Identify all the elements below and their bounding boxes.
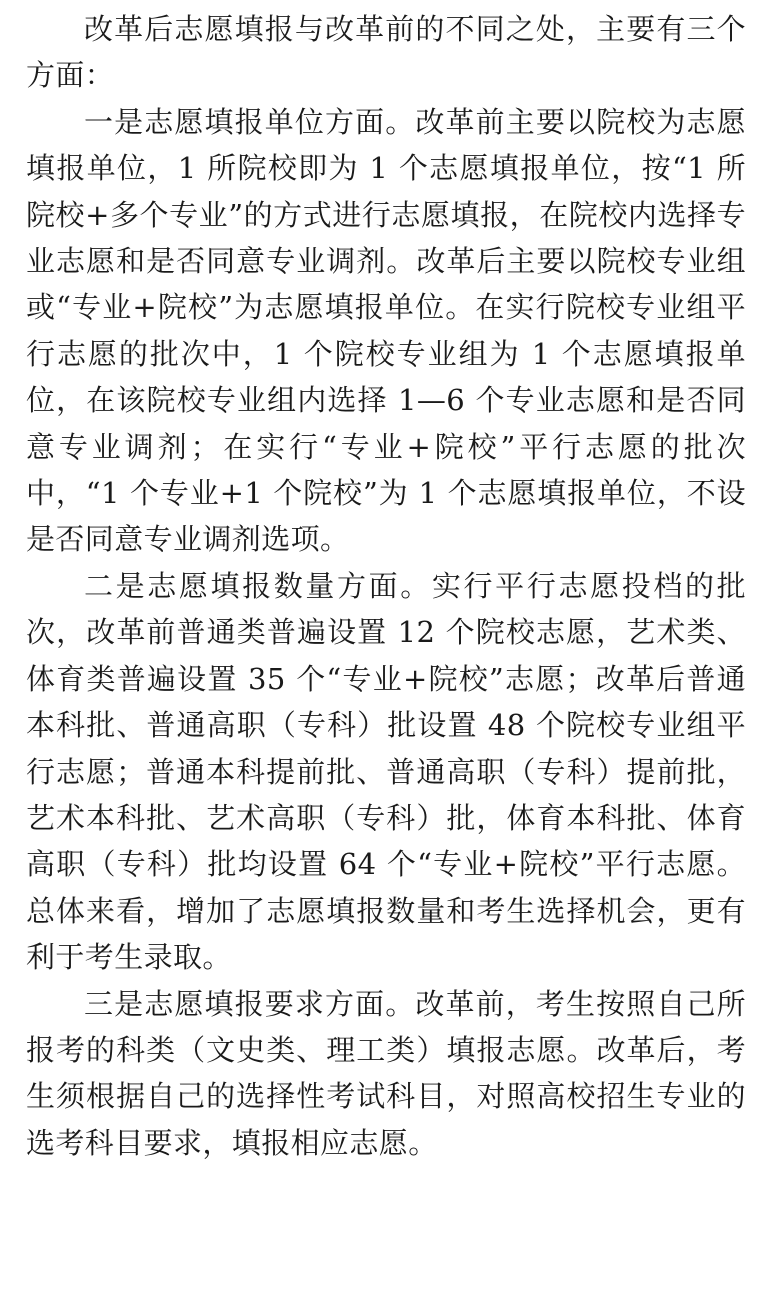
paragraph-intro: 改革后志愿填报与改革前的不同之处，主要有三个方面： <box>26 12 746 93</box>
paragraph-application-unit: 一是志愿填报单位方面。改革前主要以院校为志愿填报单位，1 所院校即为 1 个志愿填报单位，按“1 所院校+多个专业”的方式进行志愿填报，在院校内选择专业志愿和是否同意专业调剂。改革后主要以院校专业组或“专业+院校”为志愿填报单位。在实行院校专业组平行志愿的批次中，1 个院校专业组为 1 个志愿填报单位，在该院校专业组内选择 1—6 个专业志愿和是否同意专业调剂；在实行“专业+院校”平行志愿的批次中，“1 个专业+1 个院校”为 1 个志愿填报单位，不设是否同意专业调剂选项。 <box>26 104 746 557</box>
paragraph-application-requirements: 三是志愿填报要求方面。改革前，考生按照自己所报考的科类（文史类、理工类）填报志愿。改革后，考生须根据自己的选择性考试科目，对照高校招生专业的选考科目要求，填报相应志愿。 <box>26 986 746 1160</box>
paragraph-application-quantity: 二是志愿填报数量方面。实行平行志愿投档的批次，改革前普通类普遍设置 12 个院校志愿，艺术类、体育类普遍设置 35 个“专业+院校”志愿；改革后普通本科批、普通高职（专科）批设置 48 个院校专业组平行志愿；普通本科提前批、普通高职（专科）提前批，艺术本科批、艺术高职（专科）批，体育本科批、体育高职（专科）批均设置 64 个“专业+院校”平行志愿。总体来看，增加了志愿填报数量和考生选择机会，更有利于考生录取。 <box>26 568 746 975</box>
